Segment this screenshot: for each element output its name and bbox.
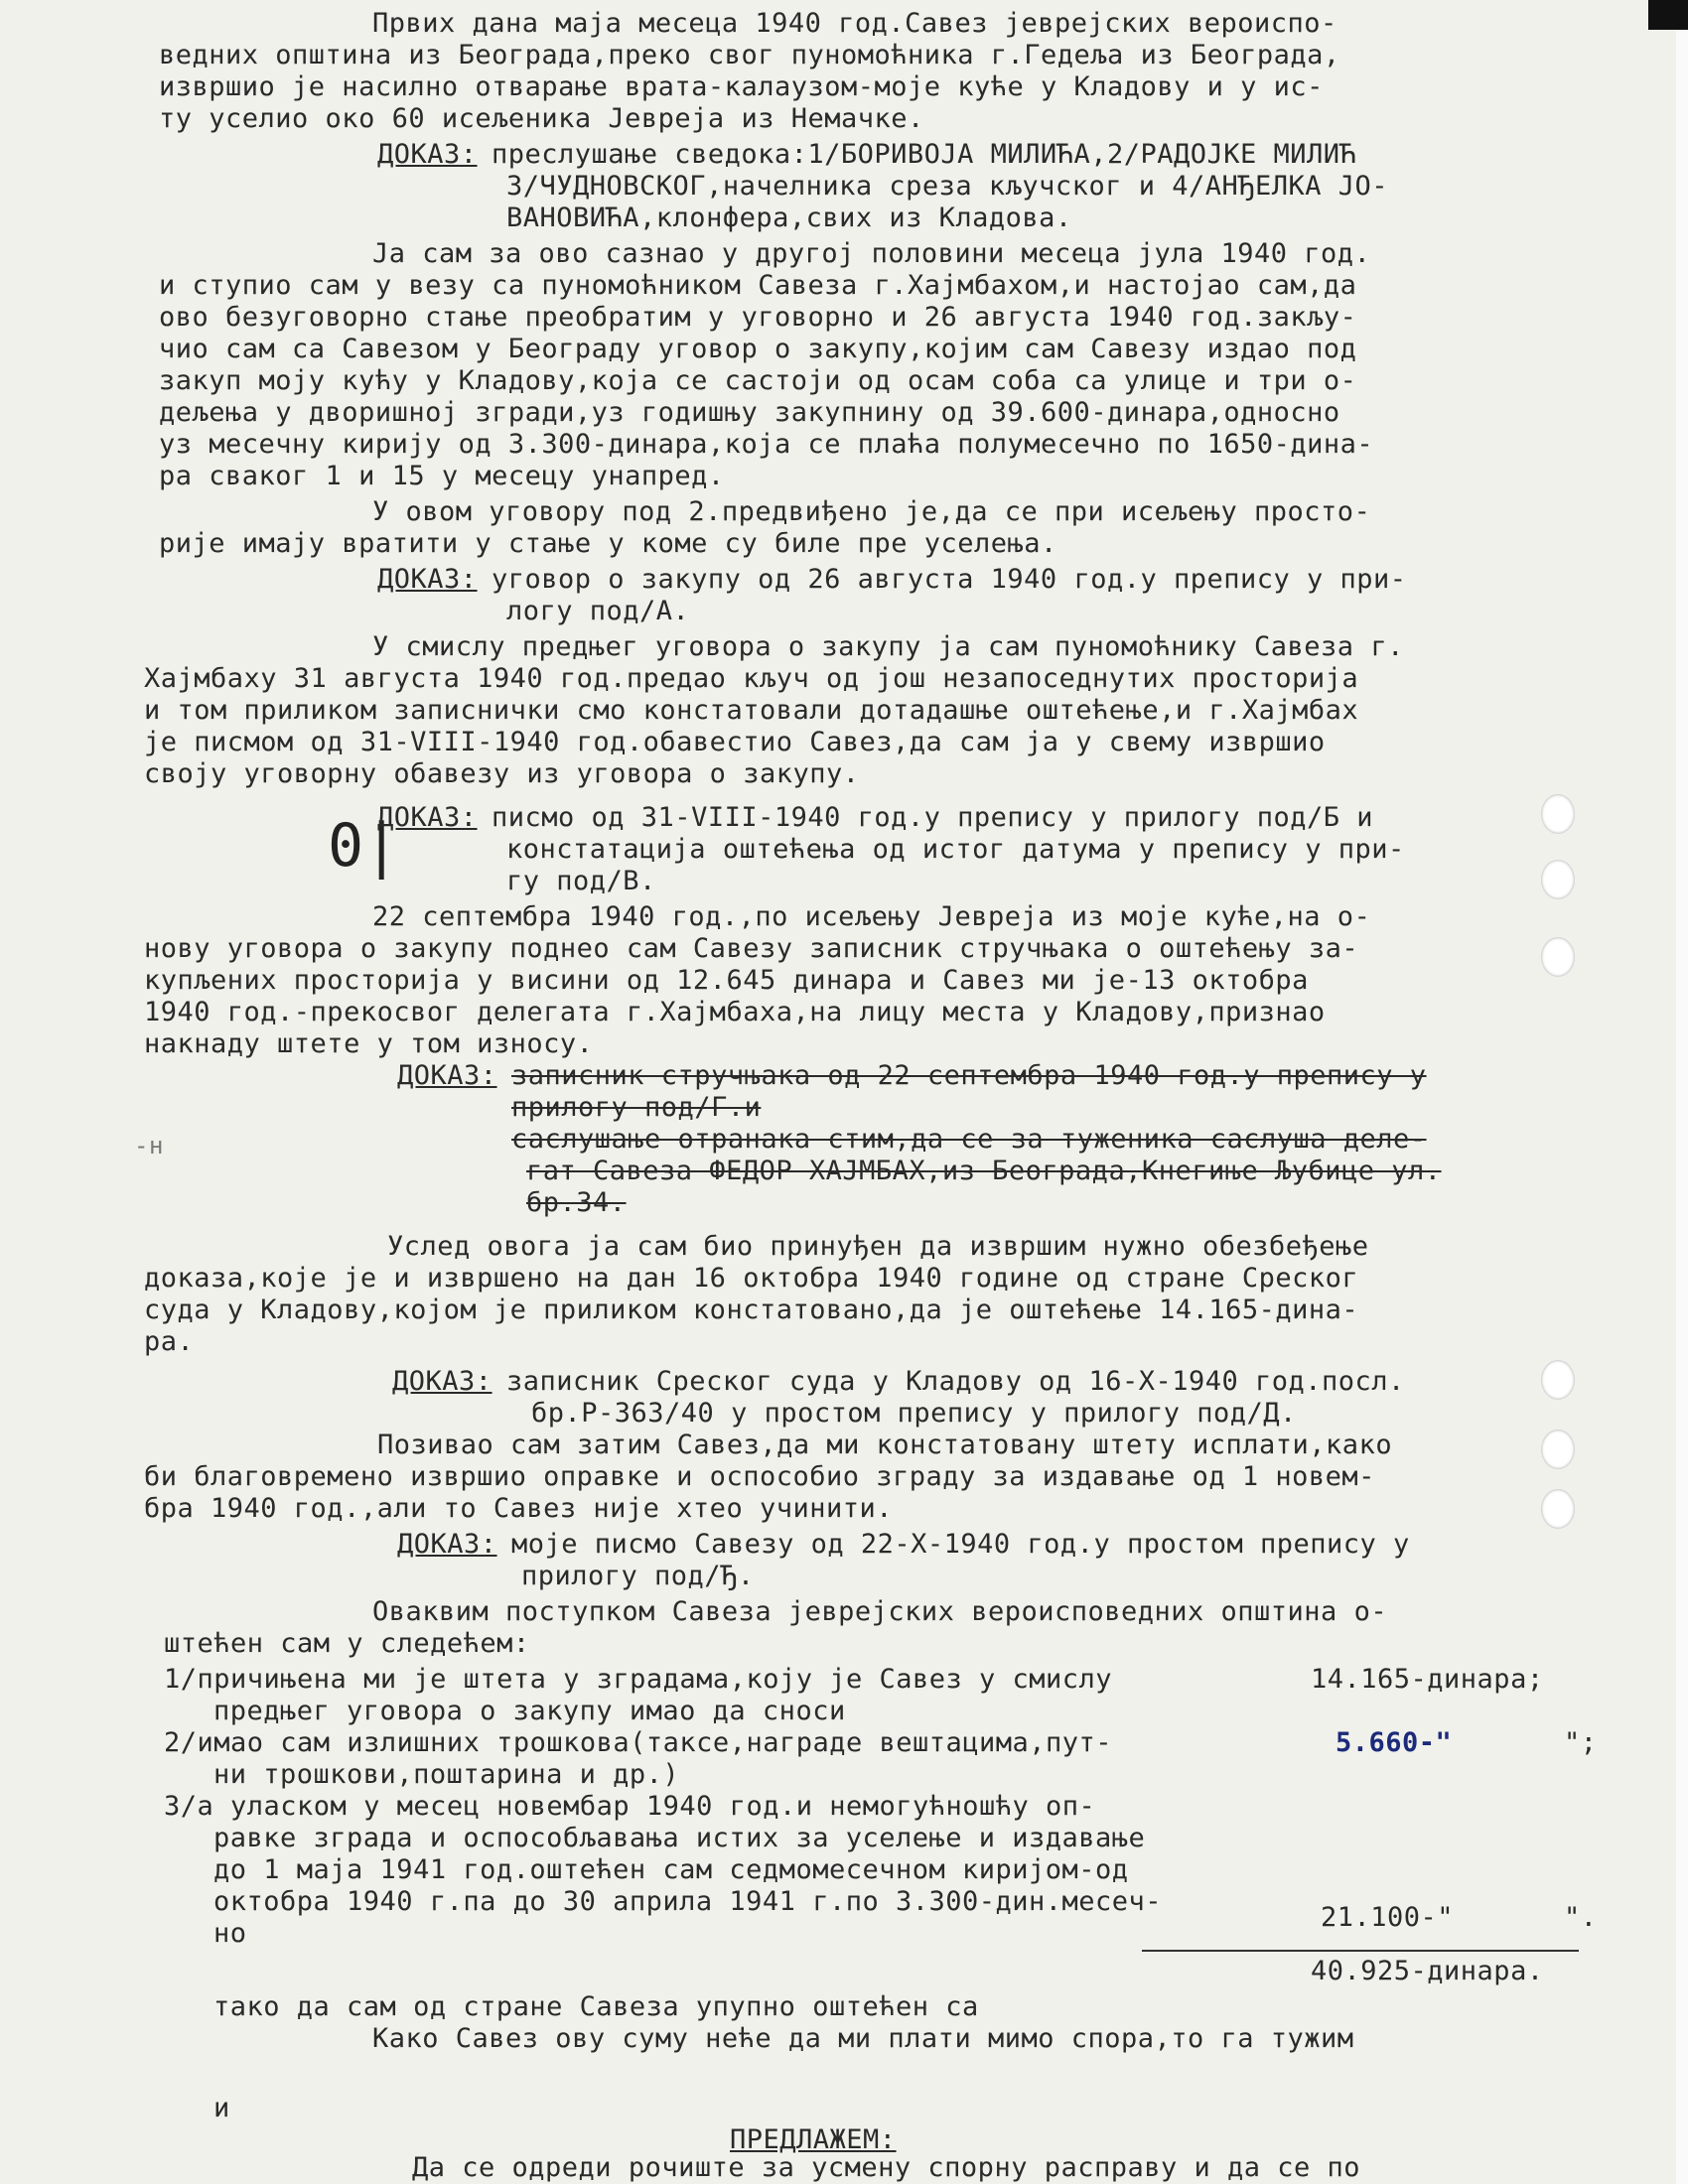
text-line: чио сам са Савезом у Београду уговор о закупу,којим сам Савезу издао под [159, 334, 1357, 364]
text-line: Како Савез ову суму неће да ми плати мимо спора,то га тужим [372, 2023, 1354, 2054]
text-line: У овом уговору под 2.предвиђено је,да се при исељењу просто- [372, 496, 1371, 527]
text-line: бр.Р-363/40 у простом препису у прилогу под/Д. [531, 1398, 1297, 1429]
text-line: Оваквим поступком Савеза јеврејских вероисповедних општина о- [372, 1596, 1388, 1627]
claim-item-3-cont: равке зграда и оспособљавања истих за уселење и издавање [213, 1823, 1146, 1853]
text-line: 3/ЧУДНОВСКОГ,начелника среза кључског и 4/АНЂЕЛКА ЈО- [506, 171, 1389, 202]
struck-text-line: записник стручњака од 22 септембра 1940 год.у препису у [511, 1060, 1427, 1091]
struck-text-line: саслушање отранака стим,да се за туженика саслуша деле- [511, 1124, 1427, 1155]
evidence-label: ДОКАЗ: [392, 1366, 492, 1397]
text-line: У смислу предњег уговора о закупу ја сам пуномоћнику Савеза г. [372, 631, 1404, 662]
punch-hole [1541, 937, 1575, 977]
text-line: рије имају вратити у стање у коме су биле пре уселења. [159, 528, 1057, 559]
text-line: тако да сам од стране Савеза упупно оштећен са [213, 1991, 979, 2022]
text-line: Да се одреди рочиште за усмену спорну расправу и да се по [412, 2152, 1361, 2183]
ditto-mark: ". [1564, 1902, 1598, 1933]
text-line: и ступио сам у везу са пуномоћником Савеза г.Хајмбахом,и настојао сам,да [159, 270, 1357, 301]
text-line: Хајмбаху 31 августа 1940 год.предао кључ од још незапоседнутих просторија [144, 663, 1359, 694]
punch-hole [1541, 1360, 1575, 1400]
text-line: гу под/В. [506, 866, 656, 896]
evidence-label: ДОКАЗ: [377, 802, 478, 833]
text-line: бра 1940 год.,али то Савез није хтео учинити. [144, 1493, 893, 1524]
text-line: записник Среског суда у Кладову од 16-X-1940 год.посл. [506, 1366, 1405, 1397]
text-line: купљених просторија у висини од 12.645 динара и Савез ми је-13 октобра [144, 965, 1309, 996]
text-line: је писмом од 31-VIII-1940 год.обавестио Савез,да сам ја у свему извршио [144, 727, 1326, 757]
claim-item-3-cont: до 1 маја 1941 год.оштећен сам седмомесечном киријом-од [213, 1854, 1129, 1885]
evidence-label: ДОКАЗ: [397, 1060, 497, 1091]
punch-hole [1541, 794, 1575, 834]
text-line: Ја сам за ово сазнао у другој половини месеца јула 1940 год. [372, 238, 1371, 269]
evidence-label: ДОКАЗ: [397, 1529, 497, 1560]
claim-item-3-cont: октобра 1940 г.па до 30 априла 1941 г.по 3.300-дин.месеч- [213, 1886, 1163, 1917]
text-line: ово безуговорно стање преобратим у уговорно и 26 августа 1940 год.закљу- [159, 302, 1357, 333]
struck-text-line: гат Савеза ФЕДОР ХАЈМБАХ,из Београда,Кнегиње Љубице ул. [526, 1156, 1442, 1186]
text-line: суда у Кладову,којом је приликом констатовано,да је оштећење 14.165-дина- [144, 1295, 1359, 1325]
text-line: констатација оштећења од истог датума у препису у при- [506, 834, 1405, 865]
side-mark: -н [134, 1132, 164, 1160]
margin-mark: 0| [328, 811, 400, 881]
text-line: дељења у дворишној згради,уз годишњу закупнину од 39.600-динара,односно [159, 397, 1340, 428]
text-line: накнаду штете у том износу. [144, 1028, 594, 1059]
text-line: нову уговора о закупу поднео сам Савезу записник стручњака о оштећењу за- [144, 933, 1359, 964]
text-line: 22 септембра 1940 год.,по исељењу Јевреја из моје куће,на о- [372, 901, 1371, 932]
claim-item-1: 1/причињена ми је штета у зградама,коју је Савез у смислу [164, 1664, 1113, 1695]
claim-item-1-cont: предњег уговора о закупу имао да сноси [213, 1696, 846, 1726]
text-line: уговор о закупу од 26 августа 1940 год.у препису у при- [492, 564, 1407, 595]
text-line: 1940 год.-прекосвог делегата г.Хајмбаха,на лицу места у Кладову,признао [144, 997, 1326, 1027]
text-line: и том приликом записнички смо констатовали дотадашње оштећење,и г.Хајмбах [144, 695, 1359, 726]
text-line: моје писмо Савезу од 22-X-1940 год.у простом препису у [511, 1529, 1410, 1560]
text-line: Позивао сам затим Савез,да ми констатовану штету исплати,како [377, 1430, 1393, 1460]
text-line: би благовремено извршио оправке и оспособио зграду за издавање од 1 новем- [144, 1461, 1375, 1492]
struck-text-line: прилогу под/Г.и [511, 1092, 762, 1123]
text-line: и [213, 2093, 230, 2123]
punch-hole [1541, 1489, 1575, 1529]
evidence-label: ДОКАЗ: [377, 139, 478, 170]
text-line: преслушање сведока:1/БОРИВОЈА МИЛИЋА,2/РАДОЈКЕ МИЛИЋ [492, 139, 1357, 170]
claim-item-2-cont: ни трошкови,поштарина и др.) [213, 1759, 680, 1790]
text-line: уз месечну кирију од 3.300-динара,која се плаћа полумесечно по 1650-дина- [159, 429, 1374, 460]
text-line: ра. [144, 1326, 195, 1357]
text-line: прилогу под/Ђ. [521, 1561, 755, 1591]
claim-total: 40.925-динара. [1311, 1956, 1544, 1986]
claim-item-2: 2/имао сам излишних трошкова(таксе,награде вештацима,пут- [164, 1727, 1113, 1758]
claim-item-3-cont: но [213, 1918, 247, 1949]
text-line: Услед овога ја сам био принуђен да извршим нужно обезбеђење [387, 1231, 1369, 1262]
claim-amount-3: 21.100-" [1321, 1902, 1455, 1933]
text-line: извршио је насилно отварање врата-калаузом-моје куће у Кладову и у ис- [159, 71, 1324, 102]
text-line: своју уговорну обавезу из уговора о закупу. [144, 758, 860, 789]
punch-hole [1541, 860, 1575, 899]
punch-hole [1541, 1430, 1575, 1469]
claim-amount-1: 14.165-динара; [1311, 1664, 1544, 1695]
struck-text-line: бр.34. [526, 1187, 627, 1218]
text-line: ВАНОВИЋА,клонфера,свих из Кладова. [506, 203, 1072, 233]
claim-item-3: 3/а уласком у месец новембар 1940 год.и немогућношћу оп- [164, 1791, 1096, 1822]
text-line: штећен сам у следећем: [164, 1628, 530, 1659]
text-line: ра сваког 1 и 15 у месецу унапред. [159, 461, 725, 491]
claim-amount-2: 5.660-" [1336, 1727, 1453, 1758]
text-line: ту уселио око 60 исељеника Јевреја из Немачке. [159, 103, 924, 134]
text-line: Првих дана маја месеца 1940 год.Савез јеврејских вероиспо- [372, 8, 1337, 39]
section-heading: ПРЕДЛАЖЕМ: [730, 2124, 897, 2155]
sum-rule [1142, 1950, 1579, 1952]
text-line: доказа,које је и извршено на дан 16 октобра 1940 године од стране Среског [144, 1263, 1359, 1294]
text-line: писмо од 31-VIII-1940 год.у препису у прилогу под/Б и [492, 802, 1374, 833]
text-line: закуп моју кућу у Кладову,која се састоји од осам соба са улице и три о- [159, 365, 1357, 396]
text-line: ведних општина из Београда,преко свог пуномоћника г.Гедеља из Београда, [159, 40, 1340, 70]
ditto-mark: "; [1564, 1727, 1598, 1758]
text-line: логу под/А. [506, 596, 690, 626]
evidence-label: ДОКАЗ: [377, 564, 478, 595]
